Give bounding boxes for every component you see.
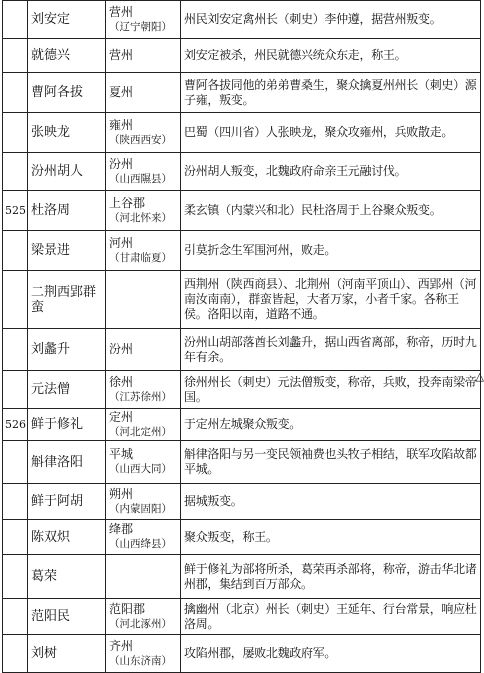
place-name: 平城 bbox=[109, 447, 134, 461]
leader-name-cell: 张映龙 bbox=[28, 113, 106, 153]
year-cell bbox=[3, 555, 28, 599]
event-description-cell: 柔玄镇（内蒙兴和北）民杜洛周于上谷聚众叛变。 bbox=[181, 191, 481, 231]
leader-name-cell: 二荆西郢群蛮 bbox=[28, 271, 106, 329]
table-row bbox=[3, 441, 481, 484]
place-name: 范阳郡 bbox=[109, 601, 146, 616]
place-cell bbox=[106, 484, 181, 520]
place-cell bbox=[106, 39, 181, 73]
event-description-cell: 擒幽州（北京）州长（刺史）王延年、行台常景，响应杜洛周。 bbox=[181, 599, 481, 635]
year-cell: 525 bbox=[3, 191, 28, 231]
leader-name-cell: 刘蠡升 bbox=[28, 329, 106, 371]
table-row bbox=[3, 409, 481, 441]
place-cell bbox=[106, 555, 181, 599]
place-cell bbox=[106, 520, 181, 555]
table-row bbox=[3, 635, 481, 673]
table-row bbox=[3, 231, 481, 271]
place-modern-name: （河北涿州） bbox=[109, 617, 172, 630]
place-modern-name: （河北怀来） bbox=[109, 211, 172, 224]
year-cell bbox=[3, 484, 28, 520]
table-row bbox=[3, 599, 481, 635]
leader-name-cell: 杜洛周 bbox=[28, 191, 106, 231]
year-cell bbox=[3, 329, 28, 371]
place-name: 齐州 bbox=[109, 638, 134, 653]
place-modern-name: （河北定州） bbox=[109, 425, 172, 438]
place-name: 朔州 bbox=[109, 486, 134, 501]
table-row bbox=[3, 113, 481, 153]
place-name: 绛郡 bbox=[109, 522, 134, 536]
event-description-cell: 西荆州（陕西商县）、北荆州（河南平顶山）、西郢州（河南汝南南），群蛮皆起，大者万家，小者千家。各称王侯。洛阳以南，道路不通。 bbox=[181, 271, 481, 329]
place-modern-name: （陕西西安） bbox=[109, 133, 172, 146]
event-description-cell: 曹阿各拔同他的弟弟曹桑生，聚众擒夏州州长（刺史）源子雍，叛变。 bbox=[181, 73, 481, 113]
table-row bbox=[3, 371, 481, 409]
year-cell bbox=[3, 231, 28, 271]
place-name: 徐州 bbox=[109, 374, 134, 389]
leader-name-cell: 范阳民 bbox=[28, 599, 106, 635]
leader-name-cell: 梁景进 bbox=[28, 231, 106, 271]
event-description-cell: 据城叛变。 bbox=[181, 484, 481, 520]
table-row bbox=[3, 191, 481, 231]
place-cell bbox=[106, 329, 181, 371]
table-row bbox=[3, 520, 481, 555]
place-name: 汾州 bbox=[109, 342, 134, 356]
table-row bbox=[3, 1, 481, 39]
leader-name-cell: 鲜于修礼 bbox=[28, 409, 106, 441]
table-row bbox=[3, 555, 481, 599]
margin-mark: △ bbox=[475, 370, 484, 383]
place-cell bbox=[106, 191, 181, 231]
event-description-cell: 斛律洛阳与另一变民领袖费也头牧子相结，联军攻陷故都平城。 bbox=[181, 441, 481, 484]
event-description-cell: 巴蜀（四川省）人张映龙，聚众攻雍州，兵败散走。 bbox=[181, 113, 481, 153]
event-description-cell: 攻陷州郡，屡败北魏政府军。 bbox=[181, 635, 481, 673]
place-name: 河州 bbox=[109, 235, 134, 250]
place-cell bbox=[106, 441, 181, 484]
table-row bbox=[3, 271, 481, 329]
place-cell bbox=[106, 271, 181, 329]
event-description-cell: 鲜于修礼为部将所杀，葛荣再杀部将，称帝，游击华北诸州郡，集结到百万部众。 bbox=[181, 555, 481, 599]
event-description-cell: 聚众叛变，称王。 bbox=[181, 520, 481, 555]
leader-name-cell: 刘安定 bbox=[28, 1, 106, 39]
place-cell bbox=[106, 409, 181, 441]
year-cell bbox=[3, 113, 28, 153]
table-row bbox=[3, 39, 481, 73]
place-name: 定州 bbox=[109, 409, 134, 424]
table-row bbox=[3, 153, 481, 191]
event-description-cell: 于定州左城聚众叛变。 bbox=[181, 409, 481, 441]
leader-name-cell: 陈双炽 bbox=[28, 520, 106, 555]
place-modern-name: （山东济南） bbox=[109, 654, 172, 667]
year-cell: 526 bbox=[3, 409, 28, 441]
place-modern-name: （辽宁朝阳） bbox=[109, 20, 172, 33]
year-cell bbox=[3, 1, 28, 39]
place-modern-name: （内蒙固阳） bbox=[109, 502, 172, 515]
year-cell bbox=[3, 73, 28, 113]
event-description-cell: 汾州胡人叛变，北魏政府命亲王元融讨伐。 bbox=[181, 153, 481, 191]
place-name: 营州 bbox=[109, 48, 134, 62]
year-cell bbox=[3, 371, 28, 409]
place-cell bbox=[106, 73, 181, 113]
place-name: 雍州 bbox=[109, 117, 134, 132]
leader-name-cell: 刘树 bbox=[28, 635, 106, 673]
event-description-cell: 汾州山胡部落酋长刘蠡升，据山西省离部，称帝，历时九年有余。 bbox=[181, 329, 481, 371]
place-cell bbox=[106, 635, 181, 673]
year-cell bbox=[3, 39, 28, 73]
place-cell bbox=[106, 113, 181, 153]
place-name: 营州 bbox=[109, 4, 134, 19]
place-name: 上谷郡 bbox=[109, 195, 146, 210]
place-modern-name: （甘肃临夏） bbox=[109, 251, 172, 264]
place-cell bbox=[106, 153, 181, 191]
table-row bbox=[3, 484, 481, 520]
place-name: 夏州 bbox=[109, 85, 134, 99]
place-modern-name: （江苏徐州） bbox=[109, 390, 172, 403]
rebellion-table bbox=[2, 0, 481, 673]
table-row bbox=[3, 73, 481, 113]
year-cell bbox=[3, 153, 28, 191]
year-cell bbox=[3, 635, 28, 673]
leader-name-cell: 葛荣 bbox=[28, 555, 106, 599]
leader-name-cell: 斛律洛阳 bbox=[28, 441, 106, 484]
event-description-cell: 徐州州长（刺史）元法僧叛变，称帝，兵败，投奔南梁帝国。 bbox=[181, 371, 481, 409]
event-description-cell: 引莫折念生军围河州，败走。 bbox=[181, 231, 481, 271]
place-cell bbox=[106, 599, 181, 635]
year-cell bbox=[3, 271, 28, 329]
event-description-cell: 刘安定被杀，州民就德兴统众东走，称王。 bbox=[181, 39, 481, 73]
place-modern-name: （山西绛县） bbox=[109, 538, 172, 550]
place-cell bbox=[106, 371, 181, 409]
place-name: 汾州 bbox=[109, 156, 134, 171]
place-modern-name: （山西大同） bbox=[109, 463, 172, 475]
event-description-cell: 州民刘安定禽州长（刺史）李仲遵，据营州叛变。 bbox=[181, 1, 481, 39]
year-cell bbox=[3, 520, 28, 555]
place-cell bbox=[106, 231, 181, 271]
leader-name-cell: 就德兴 bbox=[28, 39, 106, 73]
place-cell bbox=[106, 1, 181, 39]
leader-name-cell: 曹阿各拔 bbox=[28, 73, 106, 113]
year-cell bbox=[3, 599, 28, 635]
place-modern-name: （山西隰县） bbox=[109, 172, 172, 185]
leader-name-cell: 元法僧 bbox=[28, 371, 106, 409]
year-cell bbox=[3, 441, 28, 484]
leader-name-cell: 汾州胡人 bbox=[28, 153, 106, 191]
leader-name-cell: 鲜于阿胡 bbox=[28, 484, 106, 520]
table-row bbox=[3, 329, 481, 371]
